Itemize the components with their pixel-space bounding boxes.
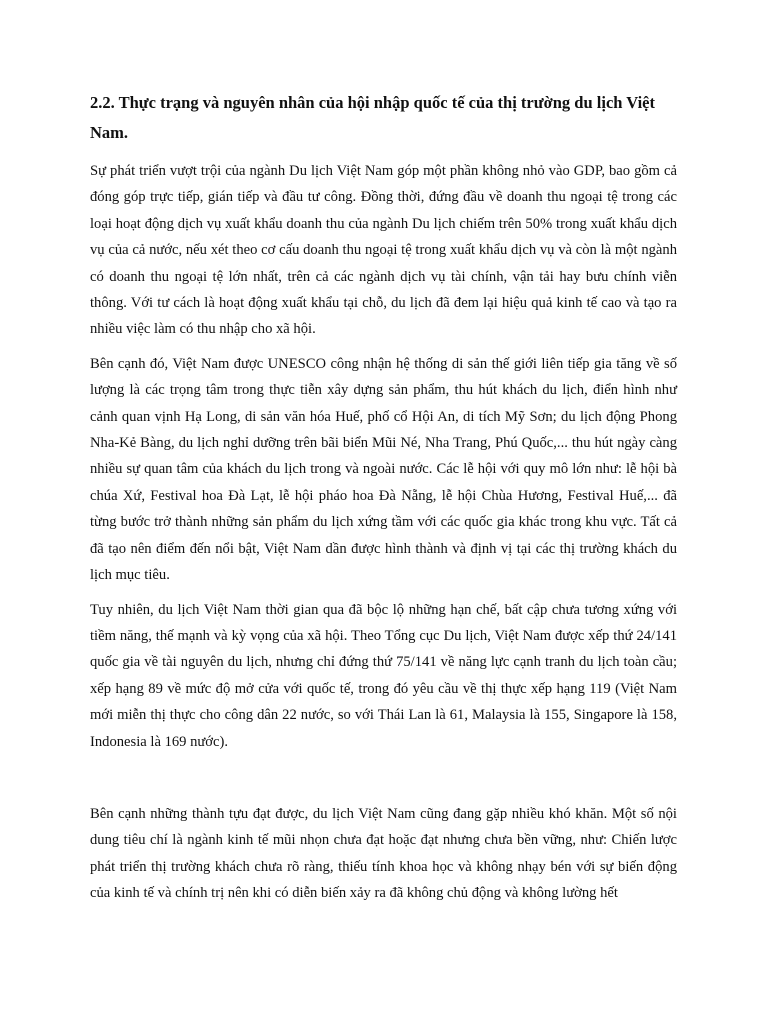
paragraph-4: Bên cạnh những thành tựu đạt được, du lịch Việt Nam cũng đang gặp nhiều khó khăn. Một số nội dung tiêu chí là ngành kinh tế mũi nhọn chưa đạt hoặc đạt nhưng chưa bền vững, như: Chiến lược phát triển thị trường khách chưa rõ ràng, thiếu tính khoa học và không nhạy bén với sự biến động của kinh tế và chính trị nên khi có diễn biến xảy ra đã không chủ động và không lường hết bbox=[90, 805, 677, 902]
section-heading: 2.2. Thực trạng và nguyên nhân của hội nhập quốc tế của thị trường du lịch Việt Nam. bbox=[90, 93, 655, 142]
document-page bbox=[90, 88, 677, 915]
paragraph-3: Tuy nhiên, du lịch Việt Nam thời gian qua đã bộc lộ những hạn chế, bất cập chưa tương xứng với tiềm năng, thế mạnh và kỳ vọng của xã hội. Theo Tổng cục Du lịch, Việt Nam được xếp thứ 24/141 quốc gia về tài nguyên du lịch, nhưng chỉ đứng thứ 75/141 về năng lực cạnh tranh du lịch toàn cầu; xếp hạng 89 về mức độ mở cửa với quốc tế, trong đó yêu cầu về thị thực xếp hạng 119 (Việt Nam mới miễn thị thực cho công dân 22 nước, so với Thái Lan là 61, Malaysia là 155, Singapore là 158, Indonesia là 169 nước). bbox=[90, 601, 677, 750]
paragraph-1: Sự phát triển vượt trội của ngành Du lịch Việt Nam góp một phần không nhỏ vào GDP, bao gồm cả đóng góp trực tiếp, gián tiếp và đầu tư công. Đồng thời, đứng đầu về doanh thu ngoại tệ trong các loại hoạt động dịch vụ xuất khẩu doanh thu của ngành Du lịch chiếm trên 50% trong xuất khẩu dịch vụ của cả nước, nếu xét theo cơ cấu doanh thu ngoại tệ trong xuất khẩu dịch vụ và còn là một ngành có doanh thu ngoại tệ lớn nhất, trên cả các ngành dịch vụ tài chính, vận tải hay bưu chính viễn thông. Với tư cách là hoạt động xuất khẩu tại chỗ, du lịch đã đem lại hiệu quả kinh tế cao và tạo ra nhiều việc làm có thu nhập cho xã hội. bbox=[90, 163, 677, 338]
blank-line bbox=[90, 763, 677, 801]
paragraph-2: Bên cạnh đó, Việt Nam được UNESCO công nhận hệ thống di sản thế giới liên tiếp gia tăng về số lượng là các trọng tâm trong thực tiễn xây dựng sản phẩm, thu hút khách du lịch, điển hình như cảnh quan vịnh Hạ Long, di sản văn hóa Huế, phố cổ Hội An, di tích Mỹ Sơn; du lịch động Phong Nha-Kẻ Bàng, du lịch nghỉ dưỡng trên bãi biển Mũi Né, Nha Trang, Phú Quốc,... thu hút ngày càng nhiều sự quan tâm của khách du lịch trong và ngoài nước. Các lễ hội với quy mô lớn như: lễ hội bà chúa Xứ, Festival hoa Đà Lạt, lễ hội pháo hoa Đà Nẵng, lễ hội Chùa Hương, Festival Huế,... đã từng bước trở thành những sản phẩm du lịch xứng tầm với các quốc gia khác trong khu vực. Tất cả đã tạo nên điểm đến nổi bật, Việt Nam dần được hình thành và định vị tại các thị trường khách du lịch mục tiêu. bbox=[90, 355, 677, 584]
